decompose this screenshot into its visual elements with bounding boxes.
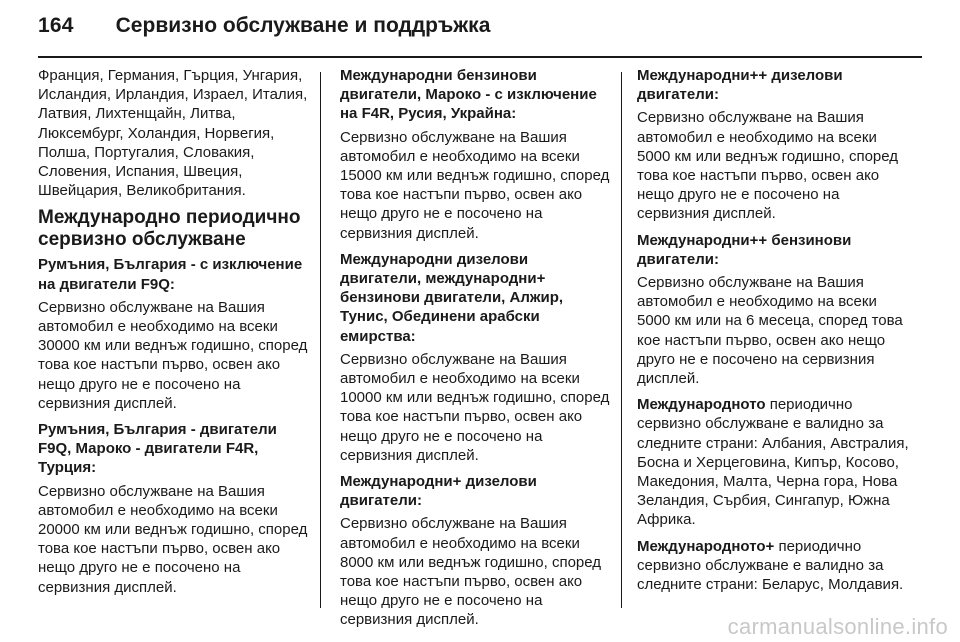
subheading-intl-pp-petrol: Международни++ бензинови двигатели: xyxy=(637,231,852,268)
intl-countries-text: периодично сервизно обслужване е валидно за следните страни: Албания, Австралия, Босна и Херцеговина, Кипър, Косово, Македония, Малта, Черна гора, Нова Зеландия, Сърбия, Сингапур, Южна Африка. xyxy=(637,396,909,529)
paragraph-intl-pp-petrol: Сервизно обслужване на Вашия автомобил е необходимо на всеки 5000 км или на 6 месеца, според това кое настъпи първо, освен ако нещо друго не е посочено на сервизния дисплей. xyxy=(637,274,903,388)
paragraph-intl-petrol: Сервизно обслужване на Вашия автомобил е необходимо на всеки 15000 км или веднъж годишно, според това кое настъпи първо, освен ако нещо друго не е посочено на сервизния дисплей. xyxy=(340,128,610,242)
subheading-romania-f9q: Румъния, България - с изключение на двигатели F9Q: xyxy=(38,256,303,293)
page-header xyxy=(38,14,922,46)
page-title: Сервизно обслужване и поддръжка xyxy=(115,14,491,37)
intl-plus-countries-text: периодично сервизно обслужване е валидно за следните страни: Беларус, Молдавия. xyxy=(637,537,904,594)
intl-plus-lead-term: Международното+ xyxy=(637,537,775,555)
column-divider-1 xyxy=(320,72,321,608)
column-3 xyxy=(637,66,909,601)
column-2 xyxy=(340,66,612,637)
page-number: 164 xyxy=(38,14,74,37)
subheading-intl-pp-diesel: Международни++ дизелови двигатели: xyxy=(637,67,843,104)
paragraph-intl-plus-countries xyxy=(637,537,909,595)
intl-lead-term: Международното xyxy=(637,396,766,414)
subheading-intl-diesel: Международни дизелови двигатели, международни+ бензинови двигатели, Алжир, Тунис, Обединени арабски емирства: xyxy=(340,250,564,345)
header-rule xyxy=(38,56,922,58)
paragraph-intl-pp-diesel: Сервизно обслужване на Вашия автомобил е необходимо на всеки 5000 км или веднъж годишно, според това кое настъпи първо, освен ако нещо друго не е посочено на сервизния дисплей. xyxy=(637,109,899,223)
column-1 xyxy=(38,66,308,604)
watermark: carmanualsonline.info xyxy=(727,614,948,639)
paragraph-intl-countries xyxy=(637,395,909,529)
section-heading: Международно периодично сервизно обслужване xyxy=(38,207,301,251)
paragraph-romania-engines: Сервизно обслужване на Вашия автомобил е необходимо на всеки 20000 км или веднъж годишно, според това кое настъпи първо, освен ако нещо друго не е посочено на сервизния дисплей. xyxy=(38,482,308,596)
subheading-romania-engines: Румъния, България - двигатели F9Q, Мароко - двигатели F4R, Турция: xyxy=(38,421,277,477)
country-list-intro: Франция, Германия, Гърция, Унгария, Исландия, Ирландия, Израел, Италия, Латвия, Лихтенщайн, Литва, Люксембург, Холандия, Норвегия, Полша, Португалия, Словакия, Словения, Испания, Швеция, Швейцария, Великобритания. xyxy=(38,67,308,200)
paragraph-romania-f9q: Сервизно обслужване на Вашия автомобил е необходимо на всеки 30000 км или веднъж годишно, според това кое настъпи първо, освен ако нещо друго не е посочено на сервизния дисплей. xyxy=(38,298,308,412)
column-divider-2 xyxy=(621,72,622,608)
subheading-intl-petrol: Международни бензинови двигатели, Мароко - с изключение на F4R, Русия, Украйна: xyxy=(340,67,597,123)
paragraph-intl-plus-diesel: Сервизно обслужване на Вашия автомобил е необходимо на всеки 8000 км или веднъж годишно, според това кое настъпи първо, освен ако нещо друго не е посочено на сервизния дисплей. xyxy=(340,515,602,629)
paragraph-intl-diesel: Сервизно обслужване на Вашия автомобил е необходимо на всеки 10000 км или веднъж годишно, според това кое настъпи първо, освен ако нещо друго не е посочено на сервизния дисплей. xyxy=(340,350,610,464)
subheading-intl-plus-diesel: Международни+ дизелови двигатели: xyxy=(340,473,537,510)
